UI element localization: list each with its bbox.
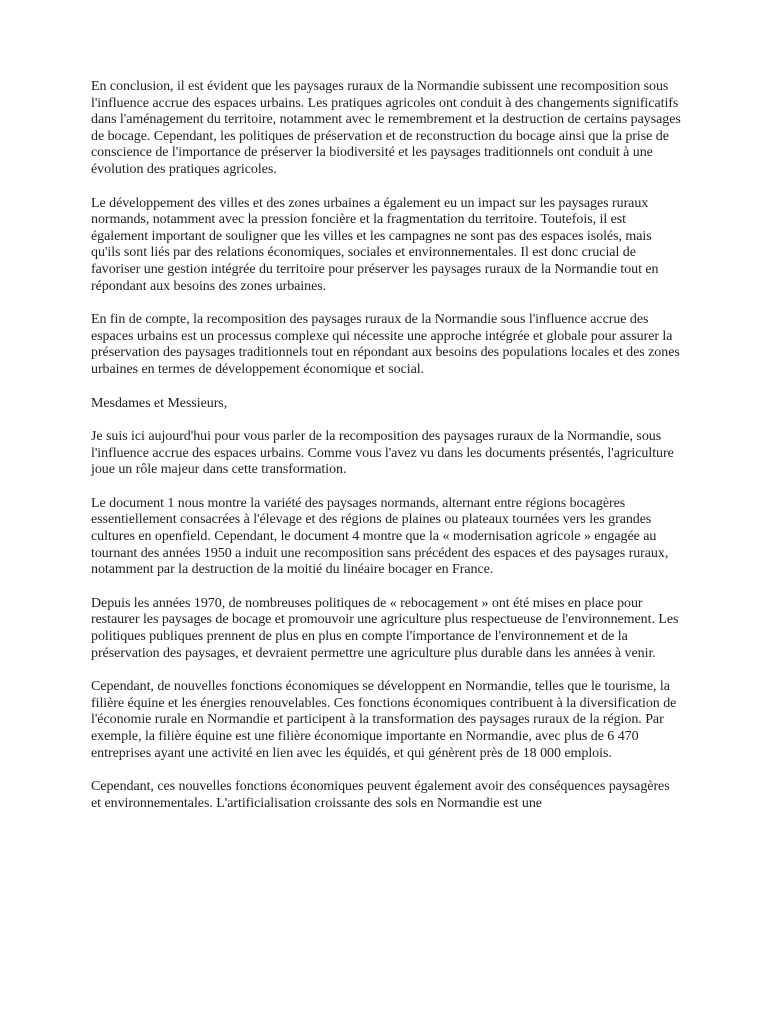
document-page [91, 79, 681, 829]
paragraph-document-1: Le document 1 nous montre la variété des paysages normands, alternant entre régions bocagères essentiellement consacrées à l'élevage et des régions de plaines ou plateaux tournées vers les grandes cultures en openfield. Cependant, le document 4 montre que la « modernisation agricole » engagée au tournant des années 1950 a induit une recomposition sans précédent des espaces et des paysages ruraux, notamment par la destruction de la moitié du linéaire bocager en France. [91, 495, 669, 578]
paragraph-new-economic-functions: Cependant, de nouvelles fonctions économiques se développent en Normandie, telles que le tourisme, la filière équine et les énergies renouvelables. Ces fonctions économiques contribuent à la diversification de l'économie rurale en Normandie et participent à la transformation des paysages ruraux de la région. Par exemple, la filière équine est une filière économique importante en Normandie, avec plus de 6 470 entreprises ayant une activité en lien avec les équidés, et qui génèrent près de 18 000 emplois. [91, 679, 677, 761]
paragraph-salutation: Mesdames et Messieurs, [91, 395, 228, 411]
paragraph-consequences: Cependant, ces nouvelles fonctions économiques peuvent également avoir des conséquences paysagères et environnementales. L'artificialisation croissante des sols en Normandie est une [91, 779, 670, 811]
paragraph-final-summary: En fin de compte, la recomposition des paysages ruraux de la Normandie sous l'influence accrue des espaces urbains est un processus complexe qui nécessite une approche intégrée et globale pour assurer la préservation des paysages traditionnels tout en répondant aux besoins des populations locales et des zones urbaines en termes de développement économique et social. [91, 312, 680, 377]
paragraph-rebocagement: Depuis les années 1970, de nombreuses politiques de « rebocagement » ont été mises en place pour restaurer les paysages de bocage et promouvoir une agriculture plus respectueuse de l'environnement. Les politiques publiques prennent de plus en plus en compte l'importance de l'environnement et de la préservation des paysages, et devraient permettre une agriculture plus durable dans les années à venir. [91, 595, 679, 661]
paragraph-urban-development: Le développement des villes et des zones urbaines a également eu un impact sur les paysages ruraux normands, notamment avec la pression foncière et la fragmentation du territoire. Toutefois, il est également important de souligner que les villes et les campagnes ne sont pas des espaces isolés, mais qu'ils sont liés par des relations économiques, sociales et environnementales. Il est donc crucial de favoriser une gestion intégrée du territoire pour préserver les paysages ruraux de la Normandie tout en répondant aux besoins des zones urbaines. [91, 195, 659, 294]
paragraph-conclusion: En conclusion, il est évident que les paysages ruraux de la Normandie subissent une recomposition sous l'influence accrue des espaces urbains. Les pratiques agricoles ont conduit à des changements significatifs dans l'aménagement du territoire, notamment avec le remembrement et la destruction de certains paysages de bocage. Cependant, les politiques de préservation et de reconstruction du bocage ainsi que la prise de conscience de l'importance de préserver la biodiversité et les paysages traditionnels ont conduit à une évolution des pratiques agricoles. [91, 79, 681, 177]
paragraph-introduction: Je suis ici aujourd'hui pour vous parler de la recomposition des paysages ruraux de la Normandie, sous l'influence accrue des espaces urbains. Comme vous l'avez vu dans les documents présentés, l'agriculture joue un rôle majeur dans cette transformation. [91, 429, 674, 478]
